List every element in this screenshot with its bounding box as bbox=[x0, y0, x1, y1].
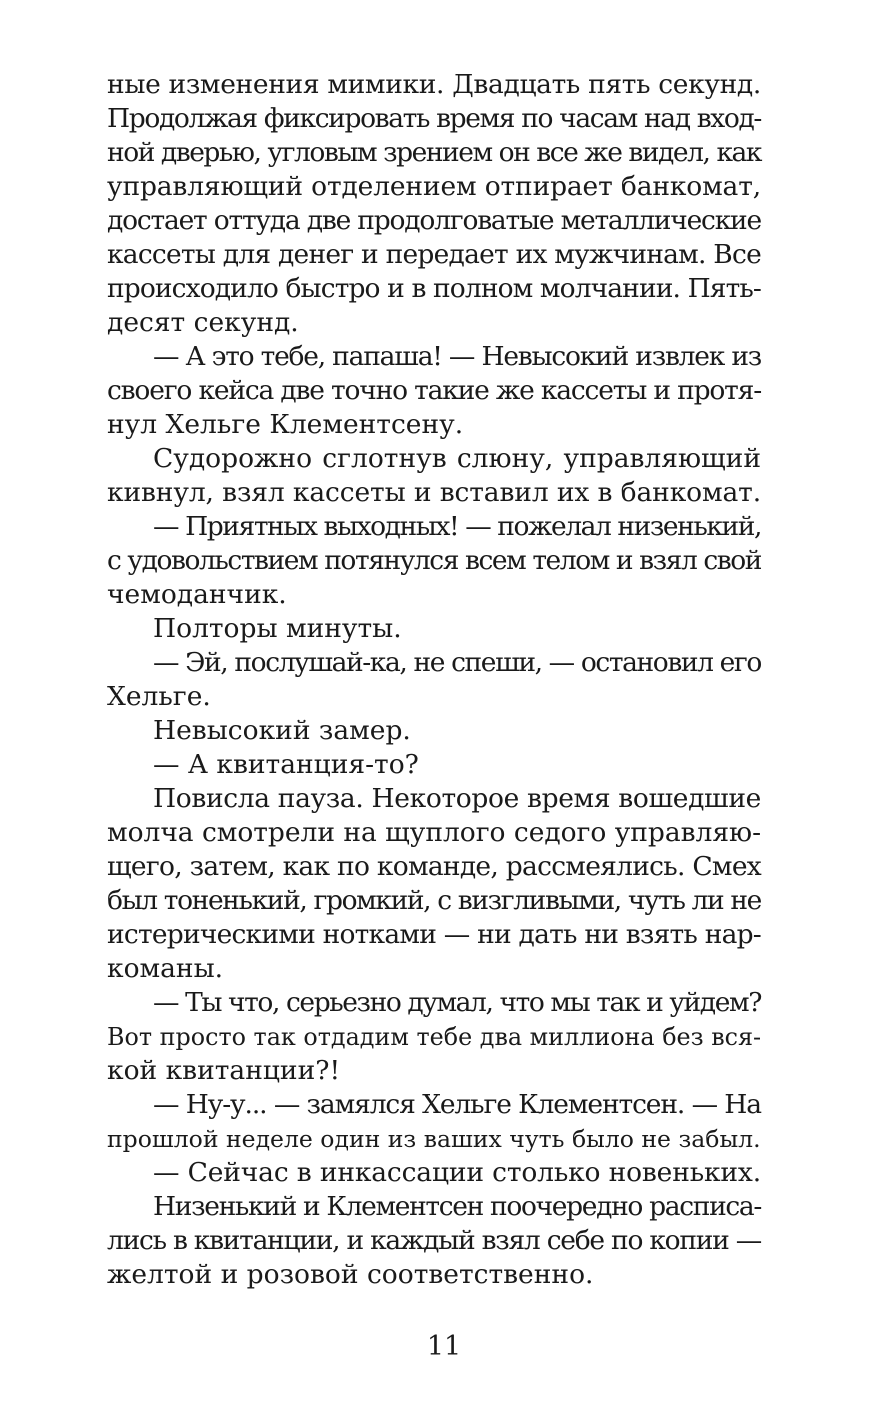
text-line: ной дверью, угловым зрением он все же видел, как bbox=[107, 137, 761, 168]
text-line: управляющий отделением отпирает банкомат, bbox=[107, 171, 761, 202]
text-line: с удовольствием потянулся всем телом и взял свой bbox=[107, 545, 761, 576]
text-line: кой квитанции?! bbox=[107, 1055, 341, 1086]
text-line: чемоданчик. bbox=[107, 579, 287, 610]
text-line: достает оттуда две продолговатые металлические bbox=[107, 205, 761, 236]
text-line: происходило быстро и в полном молчании. Пять- bbox=[107, 273, 761, 304]
text-line: нул Хельге Клементсену. bbox=[107, 409, 464, 440]
page-number: 11 bbox=[426, 1331, 462, 1362]
text-line: Судорожно сглотнув слюну, управляющий bbox=[153, 443, 761, 474]
text-line: кассеты для денег и передает их мужчинам. Все bbox=[107, 239, 762, 270]
text-line: был тоненький, громкий, с визгливыми, чуть ли не bbox=[107, 885, 761, 916]
text-line: — А это тебе, папаша! — Невысокий извлек из bbox=[153, 341, 762, 372]
text-line: желтой и розовой соответственно. bbox=[107, 1259, 594, 1290]
text-line: команы. bbox=[107, 953, 224, 984]
text-line: — Сейчас в инкассации столько новеньких. bbox=[153, 1157, 761, 1188]
text-line: щего, затем, как по команде, рассмеялись. Смех bbox=[107, 851, 761, 882]
text-line: лись в квитанции, и каждый взял себе по копии — bbox=[107, 1225, 761, 1256]
text-line: ные изменения мимики. Двадцать пять секунд. bbox=[107, 69, 761, 100]
text-line: — Эй, послушай-ка, не спеши, — остановил его bbox=[153, 647, 761, 678]
text-line: кивнул, взял кассеты и вставил их в банкомат. bbox=[107, 477, 762, 508]
text-line: своего кейса две точно такие же кассеты и протя- bbox=[107, 375, 761, 406]
text-line: молча смотрели на щуплого седого управляю- bbox=[107, 817, 762, 848]
text-line: десят секунд. bbox=[107, 307, 299, 338]
text-line: Низенький и Клементсен поочередно расписа- bbox=[153, 1191, 762, 1222]
text-line: Полторы минуты. bbox=[153, 613, 402, 644]
text-line: Хельге. bbox=[107, 681, 211, 712]
text-line: истерическими нотками — ни дать ни взять нар- bbox=[107, 919, 761, 950]
text-line: Продолжая фиксировать время по часам над вход- bbox=[107, 103, 762, 134]
body-text bbox=[107, 68, 761, 1292]
text-line: Повисла пауза. Некоторое время вошедшие bbox=[153, 783, 762, 814]
text-line: Невысокий замер. bbox=[153, 715, 411, 746]
text-line: — Приятных выходных! — пожелал низенький, bbox=[153, 511, 762, 542]
text-line: Вот просто так отдадим тебе два миллиона без вся- bbox=[107, 1023, 762, 1051]
text-line: прошлой неделе один из ваших чуть было не забыл. bbox=[107, 1125, 761, 1153]
text-line: — А квитанция-то? bbox=[153, 749, 419, 780]
text-line: — Ну-у... — замялся Хельге Клементсен. — На bbox=[153, 1089, 761, 1120]
text-line: — Ты что, серьезно думал, что мы так и уйдем? bbox=[153, 987, 761, 1018]
